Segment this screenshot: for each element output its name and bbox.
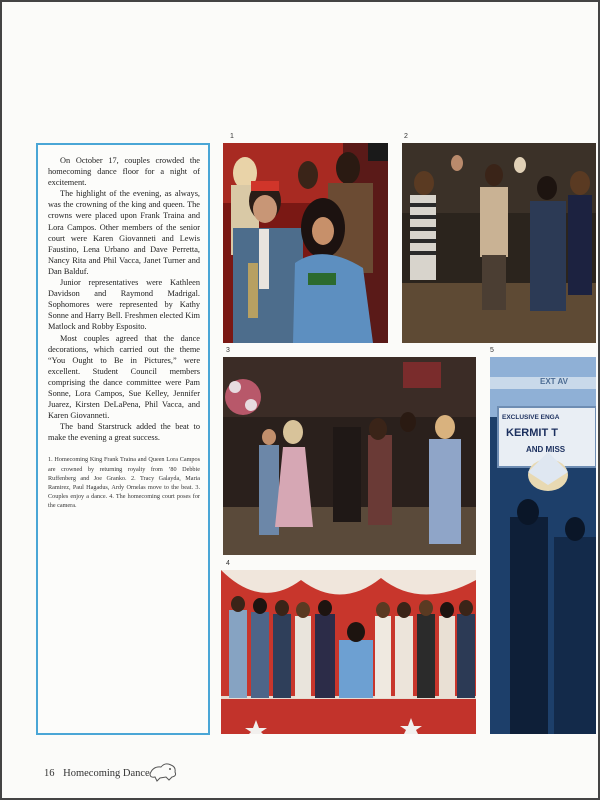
article-paragraph-3: Junior representatives were Kathleen Davidson and Raymond Madrigal. Sophomores were represented by Kathy Sonne and Harry Bell. Freshmen elected Kim Matlock and Robby Esposito. [48, 278, 200, 332]
photo-4-court [221, 570, 476, 734]
photo-3-couples [223, 357, 476, 555]
sign-text-line2: EXCLUSIVE ENGA [502, 414, 560, 421]
photo-1-king-queen [223, 143, 388, 343]
photo-4-number: 4 [226, 560, 230, 567]
sign-text-line3: KERMIT T [506, 427, 558, 439]
section-title: Homecoming Dance [63, 768, 150, 779]
photo-1-number: 1 [230, 133, 234, 140]
photo-2-number: 2 [404, 133, 408, 140]
page-number: 16 [44, 768, 55, 779]
photo-3-number: 3 [226, 347, 230, 354]
mascot-icon [147, 760, 179, 782]
article-text [48, 155, 200, 443]
photo-captions: 1. Homecoming King Frank Traina and Queen Lora Campos are crowned by returning royalty from ’80 Debbie Ruffenberg and Joe Granko. 2. Tracy Galayda, Maria Ramirez, Paul Hagadus, Ardy Ornelas move to the beat. 3. Couples enjoy a dance. 4. The homecoming court poses for the camera. [48, 456, 200, 510]
photo-5-sign [490, 357, 596, 734]
page-footer [44, 768, 150, 779]
article-paragraph-2: The highlight of the evening, as always, was the crowning of the king and queen. The crowns were placed upon Frank Traina and Lora Campos. Other members of the senior court were Karen Giovanneti and Lewis Faustino, Lena Urbano and Dave Perretta, Nancy Rita and Phil Vacca, Janet Turner and Dan Balduf. [48, 189, 200, 276]
article-paragraph-4: Most couples agreed that the dance decorations, which carried out the theme “You Ought to Be in Pictures,” were excellent. Student Council members comprising the dance committee were Pam Sonne, Lora Campos, Sue Kelley, Jennifer Juarez, Kirsten DeLaPena, Phil Vacca, and Karen Giovanneti. [48, 333, 200, 421]
photo-2-dancing [402, 143, 596, 343]
article-paragraph-1: On October 17, couples crowded the homecoming dance floor for a night of excitement. [48, 156, 200, 188]
article-box [36, 143, 210, 735]
sign-text-line4: AND MISS [526, 445, 566, 454]
photo-5-number: 5 [490, 347, 494, 354]
sign-text-line1: EXT AV [540, 377, 569, 386]
article-paragraph-5: The band Starstruck added the beat to make the evening a great success. [48, 422, 200, 443]
